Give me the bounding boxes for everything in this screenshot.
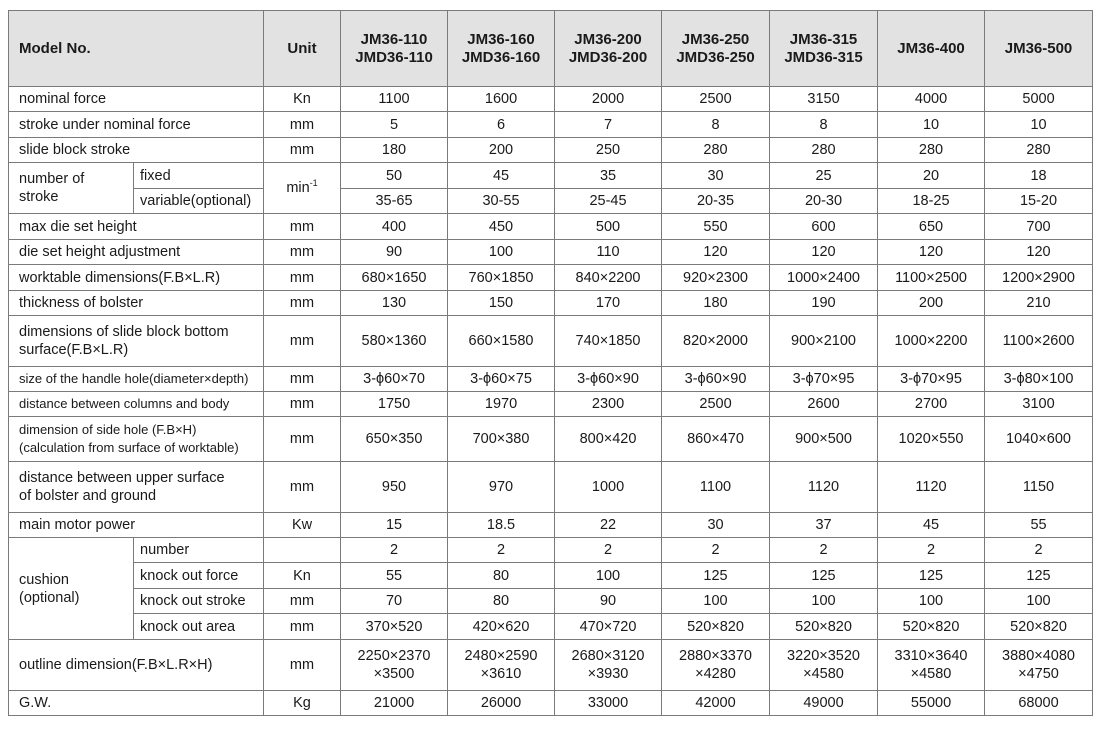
- value-cell: 580×1360: [341, 316, 448, 367]
- value-cell: 1040×600: [985, 417, 1093, 462]
- value-cell: 2: [770, 538, 878, 563]
- value-cell: 520×820: [878, 614, 985, 640]
- cell-text-line: cushion: [19, 571, 69, 588]
- value-cell: 10: [985, 112, 1093, 138]
- group-label: [9, 538, 134, 640]
- value-cell: 90: [555, 589, 662, 614]
- spec-row: [9, 240, 1093, 265]
- model-name: JMD36-315: [784, 48, 863, 66]
- row-label: stroke under nominal force: [9, 112, 264, 138]
- cushion-row: [9, 563, 1093, 589]
- row-label: main motor power: [9, 513, 264, 538]
- value-cell: [555, 640, 662, 691]
- spec-row: [9, 640, 1093, 691]
- value-cell: 3-ϕ60×90: [555, 367, 662, 392]
- spec-row: [9, 316, 1093, 367]
- model-name: JM36-315: [789, 30, 858, 48]
- value-cell: 2500: [662, 392, 770, 417]
- value-cell: 3-ϕ60×70: [341, 367, 448, 392]
- value-cell: 3-ϕ70×95: [878, 367, 985, 392]
- value-cell: 950: [341, 462, 448, 513]
- value-cell: 37: [770, 513, 878, 538]
- value-cell: 2000: [555, 87, 662, 112]
- cell-text-line: 3220×3520: [787, 648, 860, 664]
- value-cell: 2600: [770, 392, 878, 417]
- unit-cell: mm: [264, 367, 341, 392]
- cell-text-line: 2480×2590: [464, 648, 538, 664]
- value-cell: 50: [341, 163, 448, 189]
- model-header-cell: [448, 11, 555, 87]
- value-cell: 2700: [878, 392, 985, 417]
- value-cell: 68000: [985, 691, 1093, 716]
- row-label: [9, 417, 264, 462]
- model-name: JMD36-200: [568, 48, 648, 66]
- row-label: [9, 462, 264, 513]
- value-cell: 280: [985, 138, 1093, 163]
- spec-row: [9, 112, 1093, 138]
- value-cell: 3-ϕ70×95: [770, 367, 878, 392]
- value-cell: 860×470: [662, 417, 770, 462]
- value-cell: 3-ϕ60×90: [662, 367, 770, 392]
- row-label: outline dimension(F.B×L.R×H): [9, 640, 264, 691]
- cell-text-line: ×3500: [373, 666, 415, 682]
- value-cell: 55000: [878, 691, 985, 716]
- value-cell: 250: [555, 138, 662, 163]
- value-cell: 1020×550: [878, 417, 985, 462]
- row-label: thickness of bolster: [9, 291, 264, 316]
- cell-text-line: ×4280: [695, 666, 736, 682]
- value-cell: [770, 640, 878, 691]
- model-header-cell: [985, 11, 1093, 87]
- value-cell: 90: [341, 240, 448, 265]
- value-cell: 740×1850: [555, 316, 662, 367]
- unit-superscript: -1: [309, 178, 318, 189]
- row-label: slide block stroke: [9, 138, 264, 163]
- value-cell: 840×2200: [555, 265, 662, 291]
- sub-label: variable(optional): [134, 189, 264, 214]
- value-cell: 600: [770, 214, 878, 240]
- cell-text-line: dimension of side hole (F.B×H): [19, 422, 197, 437]
- value-cell: 110: [555, 240, 662, 265]
- value-cell: 26000: [448, 691, 555, 716]
- unit-cell: mm: [264, 112, 341, 138]
- value-cell: 45: [448, 163, 555, 189]
- value-cell: 120: [878, 240, 985, 265]
- unit-cell: Kn: [264, 87, 341, 112]
- value-cell: 210: [985, 291, 1093, 316]
- value-cell: 170: [555, 291, 662, 316]
- cell-text-line: ×4750: [1018, 666, 1059, 682]
- value-cell: 3-ϕ80×100: [985, 367, 1093, 392]
- model-name: JM36-500: [1004, 39, 1073, 57]
- value-cell: 42000: [662, 691, 770, 716]
- value-cell: 920×2300: [662, 265, 770, 291]
- value-cell: 100: [448, 240, 555, 265]
- spec-row: [9, 462, 1093, 513]
- value-cell: 70: [341, 589, 448, 614]
- value-cell: 1100: [662, 462, 770, 513]
- value-cell: 4000: [878, 87, 985, 112]
- value-cell: 49000: [770, 691, 878, 716]
- model-name: JM36-160: [467, 30, 535, 48]
- stroke-row: [9, 189, 1093, 214]
- spec-row: [9, 138, 1093, 163]
- value-cell: 1750: [341, 392, 448, 417]
- unit-cell: mm: [264, 214, 341, 240]
- value-cell: 280: [662, 138, 770, 163]
- value-cell: 30-55: [448, 189, 555, 214]
- value-cell: 520×820: [985, 614, 1093, 640]
- value-cell: 130: [341, 291, 448, 316]
- cell-text-line: distance between upper surface: [19, 470, 225, 486]
- value-cell: 21000: [341, 691, 448, 716]
- value-cell: 450: [448, 214, 555, 240]
- row-label: max die set height: [9, 214, 264, 240]
- value-cell: 1600: [448, 87, 555, 112]
- value-cell: 660×1580: [448, 316, 555, 367]
- value-cell: 100: [555, 563, 662, 589]
- cell-text-line: of bolster and ground: [19, 488, 157, 504]
- row-label: die set height adjustment: [9, 240, 264, 265]
- spec-row: [9, 214, 1093, 240]
- value-cell: 520×820: [662, 614, 770, 640]
- cell-text-line: number of: [19, 171, 85, 187]
- value-cell: 5: [341, 112, 448, 138]
- cell-text-line: dimensions of slide block bottom: [19, 324, 229, 340]
- spec-row: [9, 691, 1093, 716]
- value-cell: 2: [662, 538, 770, 563]
- spec-row: [9, 392, 1093, 417]
- value-cell: 100: [770, 589, 878, 614]
- value-cell: 3100: [985, 392, 1093, 417]
- value-cell: 6: [448, 112, 555, 138]
- unit-cell: mm: [264, 614, 341, 640]
- value-cell: 18-25: [878, 189, 985, 214]
- unit-text: min: [286, 180, 310, 196]
- unit-cell: [264, 163, 341, 214]
- value-cell: 25-45: [555, 189, 662, 214]
- value-cell: 125: [770, 563, 878, 589]
- value-cell: [878, 640, 985, 691]
- row-label: G.W.: [9, 691, 264, 716]
- value-cell: 22: [555, 513, 662, 538]
- value-cell: 125: [878, 563, 985, 589]
- value-cell: 520×820: [770, 614, 878, 640]
- model-header-cell: [662, 11, 770, 87]
- cell-text-line: 2250×2370: [357, 648, 431, 664]
- stroke-row: [9, 163, 1093, 189]
- value-cell: 280: [878, 138, 985, 163]
- unit-cell: mm: [264, 240, 341, 265]
- header-row: [9, 11, 1093, 87]
- value-cell: 680×1650: [341, 265, 448, 291]
- model-name: JMD36-250: [676, 48, 755, 66]
- cushion-row: [9, 538, 1093, 563]
- value-cell: 80: [448, 563, 555, 589]
- cell-text-line: ×4580: [803, 666, 844, 682]
- value-cell: 35-65: [341, 189, 448, 214]
- value-cell: 1200×2900: [985, 265, 1093, 291]
- value-cell: 190: [770, 291, 878, 316]
- value-cell: 55: [985, 513, 1093, 538]
- spec-row: [9, 265, 1093, 291]
- unit-header: Unit: [264, 11, 341, 87]
- value-cell: 120: [985, 240, 1093, 265]
- sub-label: knock out area: [134, 614, 264, 640]
- value-cell: 970: [448, 462, 555, 513]
- value-cell: 800×420: [555, 417, 662, 462]
- cell-text-line: 3310×3640: [894, 648, 968, 664]
- value-cell: 500: [555, 214, 662, 240]
- value-cell: 420×620: [448, 614, 555, 640]
- group-label: [9, 163, 134, 214]
- value-cell: 7: [555, 112, 662, 138]
- value-cell: 150: [448, 291, 555, 316]
- model-header-cell: [770, 11, 878, 87]
- value-cell: 180: [662, 291, 770, 316]
- unit-cell: mm: [264, 417, 341, 462]
- cell-text-line: stroke: [19, 189, 59, 205]
- value-cell: 2500: [662, 87, 770, 112]
- model-name: JMD36-160: [461, 48, 541, 66]
- value-cell: 1000×2400: [770, 265, 878, 291]
- value-cell: 55: [341, 563, 448, 589]
- unit-cell: mm: [264, 138, 341, 163]
- spec-row: [9, 87, 1093, 112]
- cell-text-line: ×3930: [587, 666, 629, 682]
- value-cell: 2: [985, 538, 1093, 563]
- value-cell: 2: [878, 538, 985, 563]
- value-cell: [448, 640, 555, 691]
- value-cell: 33000: [555, 691, 662, 716]
- value-cell: 1000: [555, 462, 662, 513]
- model-name: JM36-200: [574, 30, 642, 48]
- value-cell: [662, 640, 770, 691]
- spec-row: [9, 291, 1093, 316]
- value-cell: 2300: [555, 392, 662, 417]
- value-cell: 100: [662, 589, 770, 614]
- value-cell: 760×1850: [448, 265, 555, 291]
- unit-cell: mm: [264, 589, 341, 614]
- row-label: nominal force: [9, 87, 264, 112]
- value-cell: 125: [985, 563, 1093, 589]
- model-name: JM36-110: [360, 30, 428, 48]
- spec-row: [9, 367, 1093, 392]
- unit-cell: mm: [264, 316, 341, 367]
- row-label: size of the handle hole(diameter×depth): [9, 367, 264, 392]
- unit-cell: mm: [264, 291, 341, 316]
- spec-row: [9, 417, 1093, 462]
- value-cell: 280: [770, 138, 878, 163]
- value-cell: 100: [985, 589, 1093, 614]
- value-cell: 2: [555, 538, 662, 563]
- sub-label: fixed: [134, 163, 264, 189]
- value-cell: 650×350: [341, 417, 448, 462]
- spec-table: [8, 10, 1093, 716]
- value-cell: 30: [662, 163, 770, 189]
- value-cell: 80: [448, 589, 555, 614]
- value-cell: 820×2000: [662, 316, 770, 367]
- value-cell: 10: [878, 112, 985, 138]
- value-cell: 370×520: [341, 614, 448, 640]
- row-label: worktable dimensions(F.B×L.R): [9, 265, 264, 291]
- cell-text-line: ×3610: [480, 666, 522, 682]
- value-cell: 25: [770, 163, 878, 189]
- sub-label: knock out force: [134, 563, 264, 589]
- model-name: JM36-250: [681, 30, 750, 48]
- value-cell: 2: [341, 538, 448, 563]
- value-cell: 20-30: [770, 189, 878, 214]
- cell-text-line: (optional): [19, 589, 80, 606]
- value-cell: 5000: [985, 87, 1093, 112]
- cushion-row: [9, 589, 1093, 614]
- value-cell: 20-35: [662, 189, 770, 214]
- value-cell: 650: [878, 214, 985, 240]
- value-cell: 900×500: [770, 417, 878, 462]
- model-name: JM36-400: [897, 39, 965, 57]
- value-cell: 1120: [770, 462, 878, 513]
- value-cell: 3-ϕ60×75: [448, 367, 555, 392]
- unit-cell: Kw: [264, 513, 341, 538]
- value-cell: 1100: [341, 87, 448, 112]
- value-cell: 8: [770, 112, 878, 138]
- value-cell: 125: [662, 563, 770, 589]
- value-cell: 20: [878, 163, 985, 189]
- value-cell: [985, 640, 1093, 691]
- model-no-header: Model No.: [9, 11, 264, 87]
- cell-text-line: ×4580: [910, 666, 952, 682]
- value-cell: 180: [341, 138, 448, 163]
- value-cell: 550: [662, 214, 770, 240]
- cell-text-line: 2880×3370: [679, 648, 752, 664]
- value-cell: 120: [770, 240, 878, 265]
- cell-text-line: (calculation from surface of worktable): [19, 440, 239, 455]
- model-header-cell: [878, 11, 985, 87]
- value-cell: 45: [878, 513, 985, 538]
- value-cell: 200: [448, 138, 555, 163]
- cell-text-line: 3880×4080: [1002, 648, 1075, 664]
- unit-cell: mm: [264, 462, 341, 513]
- value-cell: 700: [985, 214, 1093, 240]
- spec-row: [9, 513, 1093, 538]
- value-cell: 30: [662, 513, 770, 538]
- value-cell: 900×2100: [770, 316, 878, 367]
- value-cell: 35: [555, 163, 662, 189]
- row-label: distance between columns and body: [9, 392, 264, 417]
- sub-label: knock out stroke: [134, 589, 264, 614]
- value-cell: 400: [341, 214, 448, 240]
- value-cell: 470×720: [555, 614, 662, 640]
- model-name: JMD36-110: [355, 48, 433, 66]
- value-cell: 1970: [448, 392, 555, 417]
- value-cell: 18.5: [448, 513, 555, 538]
- unit-cell: Kn: [264, 563, 341, 589]
- cell-text-line: surface(F.B×L.R): [19, 342, 129, 358]
- value-cell: 18: [985, 163, 1093, 189]
- unit-cell: mm: [264, 265, 341, 291]
- value-cell: 700×380: [448, 417, 555, 462]
- model-header-cell: [341, 11, 448, 87]
- value-cell: 2: [448, 538, 555, 563]
- value-cell: 15-20: [985, 189, 1093, 214]
- value-cell: 1120: [878, 462, 985, 513]
- unit-cell: Kg: [264, 691, 341, 716]
- cell-text-line: 2680×3120: [571, 648, 645, 664]
- value-cell: 1100×2500: [878, 265, 985, 291]
- unit-cell: mm: [264, 640, 341, 691]
- value-cell: 100: [878, 589, 985, 614]
- row-label: [9, 316, 264, 367]
- value-cell: 3150: [770, 87, 878, 112]
- model-header-cell: [555, 11, 662, 87]
- sub-label: number: [134, 538, 264, 563]
- cushion-row: [9, 614, 1093, 640]
- value-cell: 1000×2200: [878, 316, 985, 367]
- unit-cell: mm: [264, 392, 341, 417]
- value-cell: [341, 640, 448, 691]
- value-cell: 1100×2600: [985, 316, 1093, 367]
- value-cell: 15: [341, 513, 448, 538]
- unit-cell: [264, 538, 341, 563]
- value-cell: 200: [878, 291, 985, 316]
- value-cell: 8: [662, 112, 770, 138]
- value-cell: 120: [662, 240, 770, 265]
- value-cell: 1150: [985, 462, 1093, 513]
